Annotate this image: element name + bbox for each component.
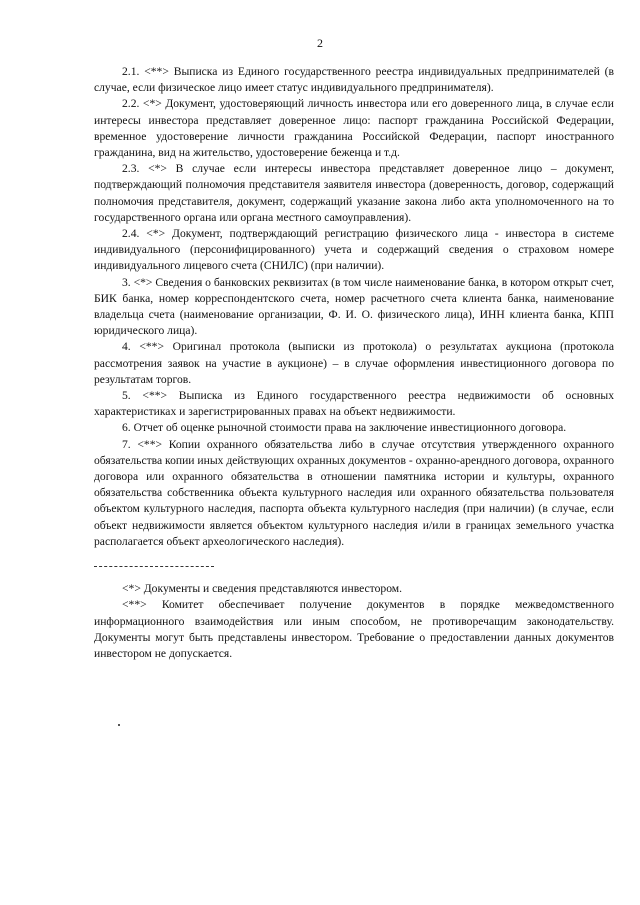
footnote-single-asterisk: <*> Документы и сведения представляются инвестором. <box>122 582 403 596</box>
paragraph-7: 7. <**> Копии охранного обязательства либо в случае отсутствия утвержденного охранного обязательства копии иных действующих охранных документов - охранно-арендного договора, охранного договора или охранного обязательства в отношении памятника истории и культуры, охранного обязательства собственника объекта культурного наследия или охранного обязательства пользователя объектом культурного наследия, паспорта объекта культурного наследия (при наличии) (в случае, если объект недвижимости является объектом культурного наследия и/или в границах земельного участка располагается объект археологического наследия). <box>94 437 614 548</box>
paragraph-3: 3. <*> Сведения о банковских реквизитах (в том числе наименование банка, в котором открыт счет, БИК банка, номер корреспондентского счета, номер расчетного счета клиента банка, наименование владельца счета (наименование организации, Ф. И. О. физического лица), ИНН клиента банка, КПП юридического лица). <box>94 275 614 338</box>
paragraph-2-4: 2.4. <*> Документ, подтверждающий регистрацию физического лица - инвестора в системе индивидуального (персонифицированного) учета и содержащий сведения о страховом номере индивидуального лицевого счета (СНИЛС) (при наличии). <box>94 227 614 273</box>
paragraph-2-1: 2.1. <**> Выписка из Единого государственного реестра индивидуальных предпринимателей (в случае, если физическое лицо имеет статус индивидуального предпринимателя). <box>94 65 614 95</box>
paragraph-5: 5. <**> Выписка из Единого государственного реестра недвижимости об основных характеристиках и зарегистрированных правах на объект недвижимости. <box>94 389 614 419</box>
paragraph-4: 4. <**> Оригинал протокола (выписки из протокола) о результатах аукциона (протокола рассмотрения заявок на участие в аукционе) – в случае оформления инвестиционного договора по результатам торгов. <box>94 340 614 386</box>
paragraph-2-3: 2.3. <*> В случае если интересы инвестора представляет доверенное лицо – документ, подтверждающий полномочия представителя заявителя инвестора (доверенность, договор, содержащий полномочия представителя, документ, содержащий указание закона либо акта уполномоченного на то государственного органа или органа местного самоуправления). <box>94 162 614 224</box>
page-number: 2 <box>317 36 323 50</box>
paragraph-6: 6. Отчет об оценке рыночной стоимости права на заключение инвестиционного договора. <box>122 421 567 435</box>
footnotes <box>94 581 614 662</box>
footnote-separator <box>94 566 214 567</box>
document-body <box>94 64 614 662</box>
paragraph-2-2: 2.2. <*> Документ, удостоверяющий личность инвестора или его доверенного лица, в случае если интересы инвестора представляет доверенное лицо: паспорт гражданина Российской Федерации, временное удостоверение личности гражданина Российской Федерации, паспорт иностранного гражданина, вид на жительство, удостоверение беженца и т.д. <box>94 97 614 160</box>
footnote-double-asterisk: <**> Комитет обеспечивает получение документов в порядке межведомственного информационного взаимодействия или иным способом, не противоречащим законодательству. Документы могут быть представлены инвестором. Требование о предоставлении данных документов инвестором не допускается. <box>94 598 614 660</box>
scan-speck <box>118 724 120 726</box>
